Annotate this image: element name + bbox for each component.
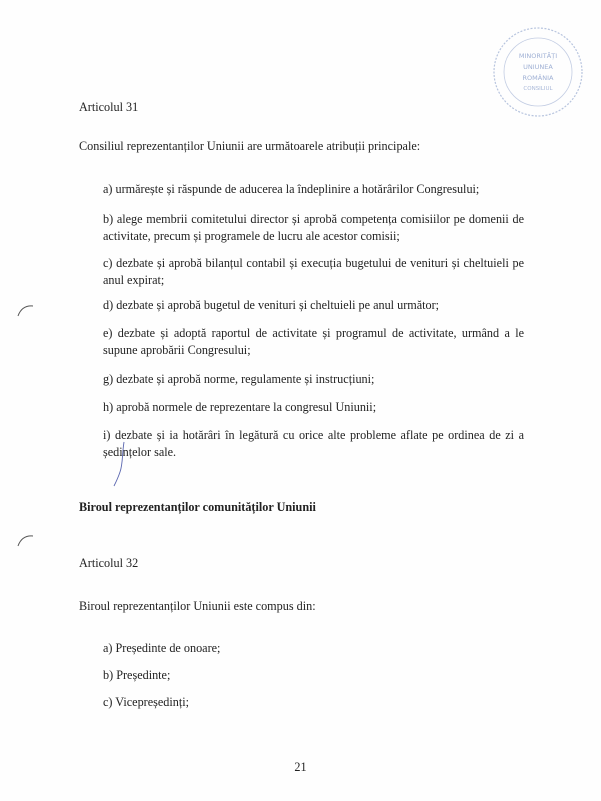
pen-stroke-mark [110,440,130,488]
official-seal-stamp [488,22,588,122]
article-32-heading: Articolul 32 [79,556,139,570]
article-31-item-a: a) urmărește și răspunde de aducerea la îndeplinire a hotărârilor Congresului; [103,182,480,196]
punch-hole-mark [16,532,36,548]
page-number: 21 [294,760,307,774]
seal-text-line: MINORITĂȚI [518,52,558,60]
article-31-item-h: h) aprobă normele de reprezentare la congresul Uniunii; [103,400,377,414]
seal-text-line: CONSILIUL [523,86,553,92]
article-31-item-e: e) dezbate și adoptă raportul de activitate și programul de activitate, urmând a le supune aprobării Congresului; [103,326,524,357]
section-title: Biroul reprezentanților comunităților Uniunii [79,500,316,514]
punch-hole-mark [16,302,36,318]
article-31-heading: Articolul 31 [79,100,139,114]
seal-text-line: UNIUNEA [523,63,553,71]
article-31-item-d: d) dezbate și aprobă bugetul de venituri și cheltuieli pe anul următor; [103,298,440,312]
article-31-item-g: g) dezbate și aprobă norme, regulamente și instrucțiuni; [103,372,375,386]
article-32-intro: Biroul reprezentanților Uniunii este compus din: [79,599,316,613]
article-32-item-a: a) Președinte de onoare; [103,641,221,655]
article-31-intro: Consiliul reprezentanților Uniunii are următoarele atribuții principale: [79,139,421,153]
article-31-item-c: c) dezbate și aprobă bilanțul contabil și execuția bugetului de venituri și cheltuieli pe anul expirat; [103,256,524,287]
article-32-item-b: b) Președinte; [103,668,171,682]
article-31-item-b: b) alege membrii comitetului director și aprobă competența comisiilor pe domenii de activitate, precum și programele de lucru ale acestor comisii; [103,212,524,243]
article-32-item-c: c) Vicepreședinți; [103,695,190,709]
article-31-item-i: i) dezbate și ia hotărâri în legătură cu orice alte probleme aflate pe ordinea de zi a ședințelor sale. [103,428,524,459]
seal-text-line: ROMÂNIA [522,74,554,82]
